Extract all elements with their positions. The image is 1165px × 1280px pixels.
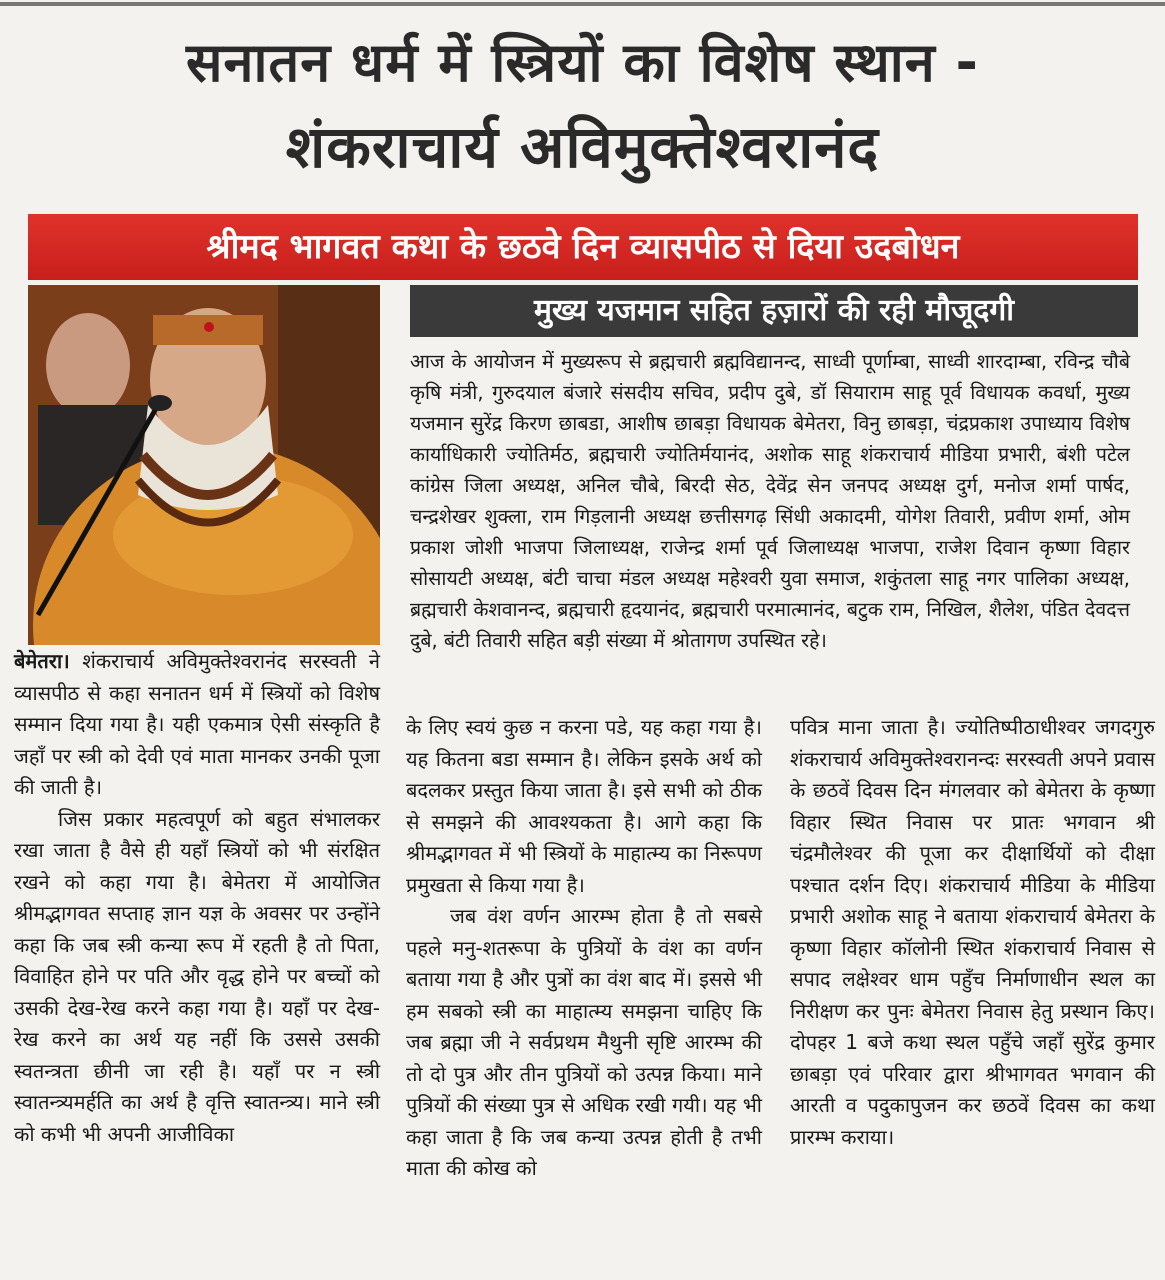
subheadline-red-banner: श्रीमद भागवत कथा के छठवे दिन व्यासपीठ से दिया उदबोधन: [28, 214, 1138, 280]
photo-illustration: [28, 285, 380, 645]
col1-paragraph-2: जिस प्रकार महत्वपूर्ण को बहुत संभालकर रखा जाता है वैसे ही यहाँ स्त्रियों को भी संरक्षित रखने को कहा गया है। बेमेतरा में आयोजित श्रीमद्भागवत सप्ताह ज्ञान यज्ञ के अवसर पर उन्होंने कहा कि जब स्त्री कन्या रूप में रहती है तो पिता, विवाहित होने पर पति और वृद्ध होने पर बच्चों को उसकी देख-रेख करने कहा गया है। यहाँ पर देख-रेख करने का अर्थ यह नहीं कि उससे उसकी स्वतन्त्रता छीनी जा रही है। यहाँ पर न स्त्री स्वातन्त्र्यमर्हति का अर्थ है वृत्ति स्वातन्त्र्य। माने स्त्री को कभी भी अपनी आजीविका: [14, 806, 380, 1146]
col3-paragraph-1: पवित्र माना जाता है। ज्योतिष्पीठाधीश्वर जगदगुरु शंकराचार्य अविमुक्तेश्वरानन्दः सरस्वती अपने प्रवास के छठवें दिवस दिन मंगलवार को बेमेतरा के कृष्णा विहार स्थित निवास पर प्रातः भगवान श्री चंद्रमौलेश्वर की पूजा कर दीक्षार्थियों को दीक्षा पश्चात दर्शन दिए। शंकराचार्य मीडिया के मीडिया प्रभारी अशोक साहू ने बताया शंकराचार्य बेमेतरा के कृष्णा विहार कॉलोनी स्थित शंकराचार्य निवास से सपाद लक्षेश्वर धाम पहुँच निर्माणाधीन स्थल का निरीक्षण कर पुनः बेमेतरा निवास हेतु प्रस्थान किए। दोपहर 1 बजे कथा स्थल पहुँचे जहाँ सुरेंद्र कुमार छाबड़ा एवं परिवार द्वारा श्रीभागवत भगवान की आरती व पदुकापुजन कर छठवें दिवस का कथा प्रारम्भ कराया।: [790, 715, 1155, 1149]
article-column-3: [790, 712, 1155, 1153]
article-column-1: [14, 646, 380, 1150]
dateline: बेमेतरा।: [14, 649, 70, 673]
subheadline-dark-banner: मुख्य यजमान सहित हज़ारों की रही मौजूदगी: [410, 285, 1138, 337]
col2-paragraph-2: जब वंश वर्णन आरम्भ होता है तो सबसे पहले मनु-शतरूपा के पुत्रियों के वंश का वर्णन बताया गया है और पुत्रों का वंश बाद में। इससे भी हम सबको स्त्री का माहात्म्य समझना चाहिए कि जब ब्रह्मा जी ने सर्वप्रथम मैथुनी सृष्टि आरम्भ की तो दो पुत्र और तीन पुत्रियों को उत्पन्न किया। माने पुत्रियों की संख्या पुत्र से अधिक रखी गयी। यह भी कहा जाता है कि जब कन्या उत्पन्न होती है तभी माता की कोख को: [406, 904, 762, 1180]
article-column-2: [406, 712, 762, 1185]
headline-line-2: शंकराचार्य अविमुक्तेश्वरानंद: [285, 113, 880, 181]
headline-line-1: सनातन धर्म में स्त्रियों का विशेष स्थान -: [186, 31, 979, 94]
top-rule: [0, 2, 1165, 6]
shankaracharya-photo: [28, 285, 380, 645]
attendees-paragraph: आज के आयोजन में मुख्यरूप से ब्रह्मचारी ब्रह्मविद्यानन्द, साध्वी पूर्णाम्बा, साध्वी शारदाम्बा, रविन्द्र चौबे कृषि मंत्री, गुरुदयाल बंजारे संसदीय सचिव, प्रदीप दुबे, डॉ सियाराम साहू पूर्व विधायक कवर्धा, मुख्य यजमान सुरेंद्र किरण छाबडा, आशीष छाबड़ा विधायक बेमेतरा, विनु छाबड़ा, चंद्रप्रकाश उपाध्याय विशेष कार्याधिकारी ज्योतिर्मठ, ब्रह्मचारी ज्योतिर्मयानंद, अशोक साहू शंकराचार्य मीडिया प्रभारी, बंशी पटेल कांग्रेस जिला अध्यक्ष, अनिल चौबे, बिरदी सेठ, देवेंद्र सेन जनपद अध्यक्ष दुर्ग, मनोज शर्मा पार्षद, चन्द्रशेखर शुक्ला, राम गिड़लानी अध्यक्ष छत्तीसगढ़ सिंधी अकादमी, योगेश तिवारी, प्रवीण शर्मा, ओम प्रकाश जोशी भाजपा जिलाध्यक्ष, राजेन्द्र शर्मा पूर्व जिलाध्यक्ष भाजपा, राजेश दिवान कृष्णा विहार सोसायटी अध्यक्ष, बंटी चाचा मंडल अध्यक्ष महेश्वरी युवा समाज, शकुंतला साहू नगर पालिका अध्यक्ष, ब्रह्मचारी केशवानन्द, ब्रह्मचारी हृदयानंद, ब्रह्मचारी परमात्मानंद, बटुक राम, निखिल, शैलेश, पंडित देवदत्त दुबे, बंटी तिवारी सहित बड़ी संख्या में श्रोतागण उपस्थित रहे।: [410, 350, 1130, 652]
col2-paragraph-1: के लिए स्वयं कुछ न करना पडे, यह कहा गया है। यह कितना बडा सम्मान है। लेकिन इसके अर्थ को बदलकर प्रस्तुत किया जाता है। इसे सभी को ठीक से समझने की आवश्यकता है। आगे कहा कि श्रीमद्भागवत में भी स्त्रियों के माहात्म्य का निरूपण प्रमुखता से किया गया है।: [406, 715, 762, 897]
col1-paragraph-1: शंकराचार्य अविमुक्तेश्वरानंद सरस्वती ने व्यासपीठ से कहा सनातन धर्म में स्त्रियों को विशेष सम्मान दिया गया है। यही एकमात्र ऐसी संस्कृति है जहाँ पर स्त्री को देवी एवं माता मानकर उनकी पूजा की जाती है।: [14, 649, 381, 799]
